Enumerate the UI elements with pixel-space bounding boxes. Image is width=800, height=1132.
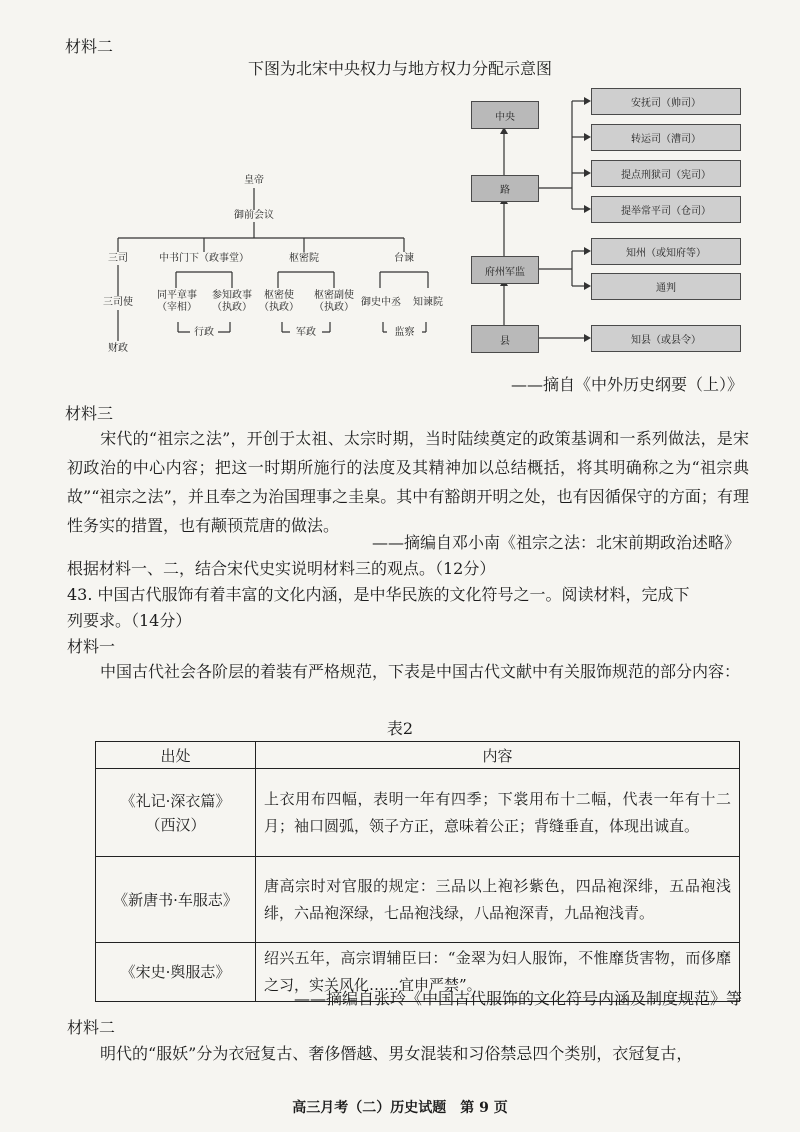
row-content: 绍兴五年，高宗谓辅臣曰：“金翠为妇人服饰，不惟靡货害物，而侈靡之习，实关风化……宜申严禁”。 bbox=[256, 943, 740, 1002]
box-tiju: 提举常平司（仓司） bbox=[591, 196, 741, 223]
material1-body: 中国古代社会各阶层的着装有严格规范，下表是中国古代文献中有关服饰规范的部分内容： bbox=[100, 662, 741, 681]
material2b-heading: 材料二 bbox=[67, 1018, 116, 1037]
box-center: 中央 bbox=[471, 101, 539, 129]
material3-source: ——摘编自邓小南《祖宗之法：北宋前期政治述略》 bbox=[371, 533, 740, 552]
box-tongpan: 通判 bbox=[591, 273, 741, 300]
node-junzheng: 军政 bbox=[296, 327, 316, 338]
material1-heading: 材料一 bbox=[67, 637, 116, 656]
node-zhongshu: 中书门下（政事堂） bbox=[159, 253, 249, 264]
diagram-lines bbox=[0, 0, 800, 380]
material3-text bbox=[67, 424, 749, 540]
node-xingzheng: 行政 bbox=[194, 327, 214, 338]
node-taijian: 台谏 bbox=[394, 253, 414, 264]
table-header-row bbox=[96, 742, 740, 769]
question43-line2: 列要求。（14分） bbox=[67, 611, 192, 630]
header-content: 内容 bbox=[256, 742, 740, 769]
node-shumi: 枢密院 bbox=[289, 253, 319, 264]
node-yushi: 御史中丞 bbox=[361, 297, 401, 308]
question43-line1: 43. 中国古代服饰有着丰富的文化内涵，是中华民族的文化符号之一。阅读材料，完成下 bbox=[67, 585, 690, 604]
table-row bbox=[96, 769, 740, 857]
node-tongpingzhang: 同平章事 （宰相） bbox=[157, 290, 197, 313]
diagram-source: ——摘自《中外历史纲要（上）》 bbox=[510, 375, 743, 394]
material3-heading: 材料三 bbox=[65, 404, 114, 423]
material1-text bbox=[67, 657, 749, 686]
page-footer: 高三月考（二）历史试题 第 9 页 bbox=[292, 1100, 508, 1116]
box-zhixian: 知县（或县令） bbox=[591, 325, 741, 352]
material2-heading: 材料二 bbox=[65, 37, 114, 56]
question42-prompt: 根据材料一、二，结合宋代史实说明材料三的观点。（12分） bbox=[67, 559, 496, 578]
diagram-title: 下图为北宋中央权力与地方权力分配示意图 bbox=[247, 59, 552, 78]
row-source: 《宋史·舆服志》 bbox=[96, 943, 256, 1002]
row-source: 《礼记·深衣篇》 （西汉） bbox=[96, 769, 256, 857]
node-caizheng: 财政 bbox=[108, 343, 128, 354]
row-content: 上衣用布四幅，表明一年有四季；下裳用布十二幅，代表一年有十二月；袖口圆弧，领子方正，意味着公正；背缝垂直，体现出诚直。 bbox=[256, 769, 740, 857]
box-tidian: 提点刑狱司（宪司） bbox=[591, 160, 741, 187]
node-canzhi: 参知政事 （执政） bbox=[212, 290, 252, 313]
table-row bbox=[96, 857, 740, 943]
table-caption: 表2 bbox=[386, 719, 414, 738]
box-fuzhou: 府州军监 bbox=[471, 256, 539, 284]
node-zhijian: 知谏院 bbox=[413, 297, 443, 308]
row-content: 唐高宗时对官服的规定：三品以上袍衫紫色，四品袍深绯，五品袍浅绯，六品袍深绿，七品袍浅绿，八品袍深青，九品袍浅青。 bbox=[256, 857, 740, 943]
node-shumishi: 枢密使 （执政） bbox=[259, 290, 299, 313]
node-sansi-shi: 三司使 bbox=[103, 297, 133, 308]
box-zhizhou: 知州（或知府等） bbox=[591, 238, 741, 265]
power-diagram bbox=[0, 0, 800, 380]
box-xian: 县 bbox=[471, 325, 539, 353]
node-shumifushi: 枢密副使 （执政） bbox=[314, 290, 354, 313]
box-zhuanyun: 转运司（漕司） bbox=[591, 124, 741, 151]
material3-body: 宋代的“祖宗之法”，开创于太祖、太宗时期，当时陆续奠定的政策基调和一系列做法，是宋初政治的中心内容；把这一时期所施行的法度及其精神加以总结概括，将其明确称之为“祖宗典故”“祖宗之法”，并且奉之为治国理事之圭臬。其中有豁朗开明之处，也有因循保守的方面；有理性务实的措置，也有颟顸荒唐的做法。 bbox=[67, 429, 749, 535]
node-council: 御前会议 bbox=[234, 210, 274, 221]
node-jiancha: 监察 bbox=[394, 327, 415, 338]
material2b-text: 明代的“服妖”分为衣冠复古、奢侈僭越、男女混装和习俗禁忌四个类别，衣冠复古， bbox=[100, 1044, 693, 1063]
header-source: 出处 bbox=[96, 742, 256, 769]
node-emperor: 皇帝 bbox=[244, 175, 264, 186]
clothing-table bbox=[95, 741, 740, 1002]
row-source: 《新唐书·车服志》 bbox=[96, 857, 256, 943]
table-source: ——摘编自张玲《中国古代服饰的文化符号内涵及制度规范》等 bbox=[293, 989, 742, 1008]
node-sansi: 三司 bbox=[108, 253, 128, 264]
box-anfu: 安抚司（帅司） bbox=[591, 88, 741, 115]
box-lu: 路 bbox=[471, 175, 539, 202]
